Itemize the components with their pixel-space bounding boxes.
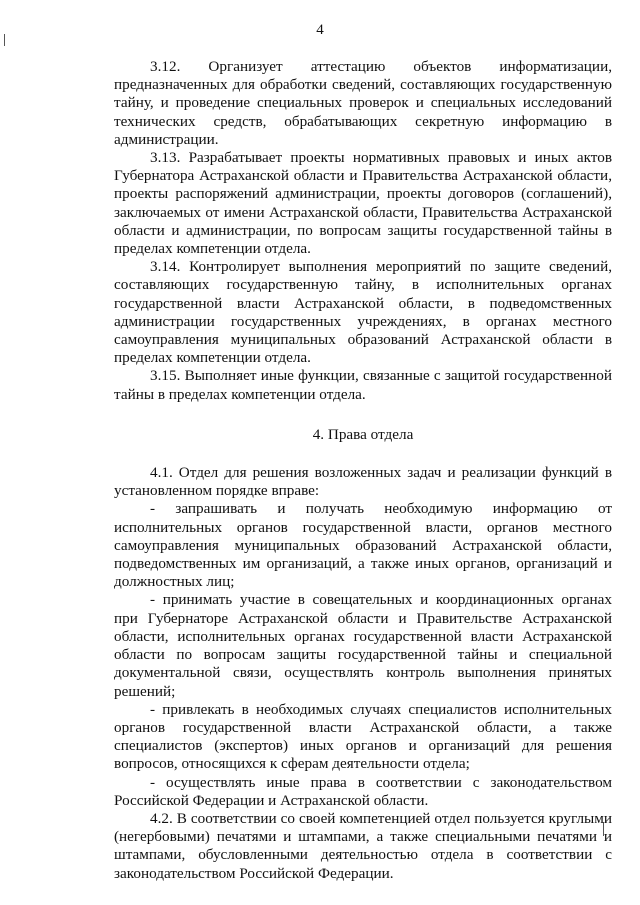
list-item-involve-specialists: - привлекать в необходимых случаях специалистов исполнительных органов государственной власти Астраханской области, а также специалистов (экспертов) иных органов и организаций для решения вопросов, относящихся к сферам деятельности отдела; bbox=[114, 700, 612, 773]
page-number: 4 bbox=[316, 22, 324, 38]
paragraph-4-1: 4.1. Отдел для решения возложенных задач и реализации функций в установленном порядке вправе: bbox=[114, 464, 612, 500]
list-item-other-rights: - осуществлять иные права в соответствии с законодательством Российской Федерации и Астраханской области. bbox=[114, 773, 612, 809]
paragraph-3-13: 3.13. Разрабатывает проекты нормативных правовых и иных актов Губернатора Астраханской области и Правительства Астраханской области, проекты распоряжений администрации, проекты договоров (соглашений), заключаемых от имени Астраханской области, Правительства Астраханской области и администрации, по вопросам защиты государственной тайны в пределах компетенции отдела. bbox=[114, 149, 612, 258]
list-item-request-info: - запрашивать и получать необходимую информацию от исполнительных органов государственной власти, органов местного самоуправления муниципальных образований Астраханской области, подведомственных им организаций, а также иных органов, организаций и должностных лиц; bbox=[114, 500, 612, 591]
section-heading: 4. Права отдела bbox=[312, 425, 414, 443]
list-item-participate: - принимать участие в совещательных и координационных органах при Губернаторе Астраханской области и Правительстве Астраханской области, исполнительных органах государственной власти Астраханской области по вопросам защиты государственной тайны и специальной документальной связи, осуществлять контроль выполнения принятых решений; bbox=[114, 591, 612, 700]
paragraph-3-14: 3.14. Контролирует выполнения мероприятий по защите сведений, составляющих государственную тайну, в исполнительных органах государственной власти Астраханской области, в подведомственных администрации государственных учреждениях, в органах местного самоуправления муниципальных образований Астраханской области в пределах компетенции отдела. bbox=[114, 258, 612, 367]
document-body bbox=[114, 58, 612, 883]
paragraph-4-2: 4.2. В соответствии со своей компетенцией отдел пользуется круглыми (негербовыми) печатями и штампами, а также специальными печатями и штампами, обусловленными деятельностью отдела в соответствии с законодательством Российской Федерации. bbox=[114, 809, 612, 882]
paragraph-3-12: 3.12. Организует аттестацию объектов информатизации, предназначенных для обработки сведений, составляющих государственную тайну, и проведение специальных проверок и специальных исследований технических средств, обрабатывающих секретную информацию в администрации. bbox=[114, 58, 612, 148]
paragraph-3-15: 3.15. Выполняет иные функции, связанные с защитой государственной тайны в пределах компетенции отдела. bbox=[114, 367, 612, 403]
